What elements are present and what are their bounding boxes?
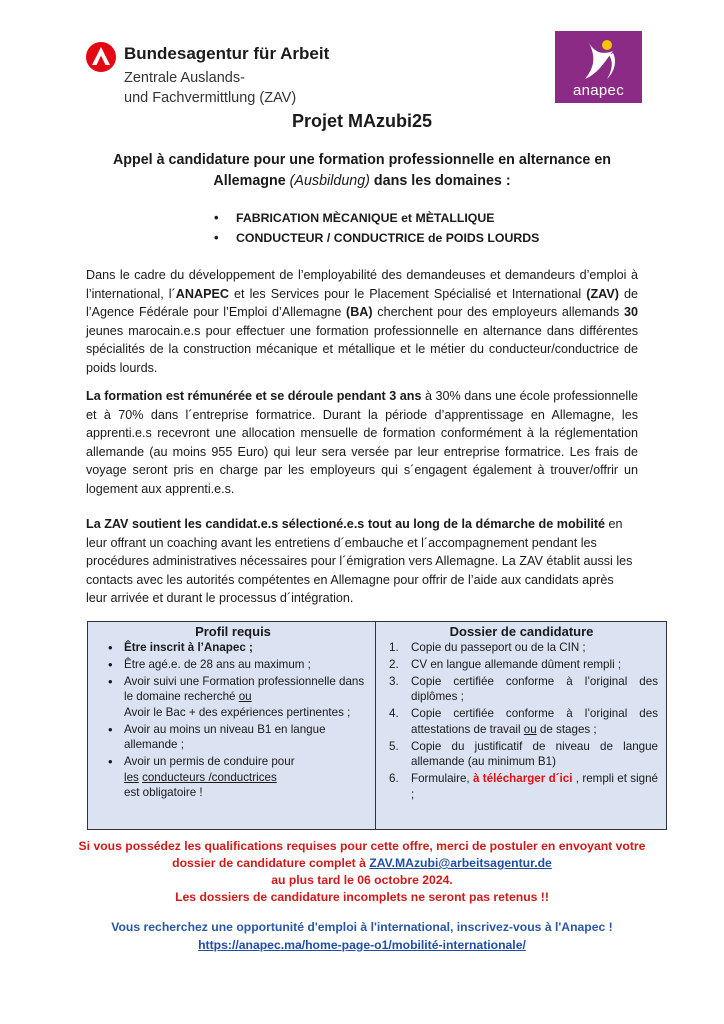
training-paragraph (86, 387, 638, 499)
profil-item-underlined: conducteurs /conductrices (142, 770, 277, 784)
page-title: Projet MAzubi25 (291, 111, 433, 131)
profil-item: • Avoir au moins un niveau B1 en langue allemande ; (98, 722, 368, 753)
domain-item: • FABRICATION MÈCANIQUE et MÈTALLIQUE (214, 208, 539, 228)
dossier-item-number: 1. (389, 641, 399, 654)
footer (0, 918, 724, 954)
p2-text: à 30% dans une école professionnelle et à 70% dans l´entreprise formatrice. Durant la période d’apprentissage en Allemagne, les apprenti.e.s recevront une allocation mensuelle de formation conformément à la réglementation allemande (au moins 955 Euro) qui leur sera versée par leur entreprise formatrice. Les frais de voyage seront pris en charge par les employeurs qui s´engagent également à trouver/offrir un logement aux apprenti.e.s. (86, 389, 638, 496)
dossier-item-number: 5. (389, 739, 399, 753)
ba-subtitle-2: und Fachvermittlung (ZAV) (124, 90, 297, 106)
dossier-item-text: Copie du passeport ou de la CIN ; (411, 641, 586, 654)
dossier-item-text: Formulaire, (411, 772, 473, 786)
apply-line1: Si vous possédez les qualifications requises pour cette offre, merci de postuler en envoyant votre (78, 839, 646, 853)
p1-text: et les Services pour le Placement Spécialisé et International (228, 286, 587, 301)
profil-item (98, 754, 368, 800)
table-divider (375, 622, 376, 829)
dossier-item-text: Copie certifiée conforme à l’original des diplômes ; (411, 675, 658, 704)
anapec-logo (555, 31, 642, 103)
heading-ausbildung: (Ausbildung) (289, 173, 370, 189)
profil-item-text: est obligatoire ! (124, 786, 203, 800)
dossier-item (385, 739, 658, 770)
ba-subtitle-1: Zentrale Auslands- (124, 70, 245, 86)
anapec-figure-icon (555, 33, 642, 85)
support-paragraph (86, 515, 638, 608)
heading-line2a: Allemagne (213, 173, 290, 189)
p1-text: cherchent pour des employeurs allemands (372, 305, 624, 320)
ba-title: Bundesagentur für Arbeit (124, 44, 330, 63)
dossier-item-number: 6. (389, 772, 399, 786)
dossier-item-text: CV en langue allemande dûment rempli ; (411, 658, 622, 671)
p1-text: jeunes marocain.e.s pour effectuer une formation professionnelle en alternance dans différentes spécialités de la construction mécanique et métallique et le métier du conducteur/conductrice de poids lourds. (86, 323, 638, 375)
dossier-item (385, 640, 658, 655)
domains-list (214, 208, 539, 248)
dossier-item-number: 2. (389, 658, 399, 671)
p1-text: Dans le cadre du développement de l’employabilité des demandeuses et demandeurs d’emploi à l’international, l´ (86, 268, 638, 301)
dossier-item (385, 771, 658, 802)
p1-count: 30 (623, 305, 638, 320)
anapec-logo-text: anapec (572, 82, 624, 99)
profil-item-text: Avoir un permis de conduire pour (124, 755, 295, 769)
download-form-link[interactable]: à télécharger d´ici (472, 772, 573, 786)
apply-line2 (0, 855, 724, 872)
heading-line1: Appel à candidature pour une formation professionnelle en alternance en (112, 152, 612, 168)
intro-paragraph (86, 266, 638, 378)
dossier-item-text: , rempli et signé ; (411, 772, 658, 801)
p1-text: de l’Agence Fédérale pour l’Emploi d’Allemagne (86, 286, 638, 320)
requirements-table (87, 621, 667, 830)
call-heading (90, 150, 634, 192)
dossier-column (385, 624, 658, 804)
dossier-item-text: Copie certifiée conforme à l’original des attestations de travail (411, 707, 658, 736)
profil-item: • Être agé.e. de 28 ans au maximum ; (98, 657, 368, 672)
apply-warning: Les dossiers de candidature incomplets ne seront pas retenus !! (175, 890, 549, 904)
dossier-item-text: de stages ; (536, 722, 597, 736)
profil-item-text: Avoir le Bac + des expériences pertinentes ; (124, 705, 351, 719)
profil-item-underlined: les (124, 770, 139, 784)
profil-item (98, 674, 368, 720)
dossier-item (385, 706, 658, 737)
p1-zav: (ZAV) (586, 286, 619, 301)
heading-line2b: dans les domaines : (369, 173, 511, 189)
p2-bold: La formation est rémunérée et se déroule pendant 3 ans (86, 389, 422, 403)
profil-title: Profil requis (195, 624, 271, 639)
footer-text: Vous recherchez une opportunité d'emploi à l'international, inscrivez-vous à l'Anapec ! (111, 920, 613, 934)
apply-deadline: au plus tard le 06 octobre 2024. (271, 873, 453, 887)
p1-anapec: ANAPEC (175, 286, 229, 301)
dossier-item (385, 674, 658, 705)
profil-item-ou: ou (238, 690, 252, 704)
p1-ba: (BA) (346, 305, 373, 320)
dossier-item-number: 3. (389, 675, 399, 688)
anapec-mobility-link[interactable]: https://anapec.ma/home-page-o1/mobilité-internationale/ (198, 938, 526, 952)
apply-instructions (0, 838, 724, 906)
dossier-item-ou: ou (523, 722, 537, 736)
profil-column (98, 624, 368, 802)
profil-item-text: Être inscrit à l’Anapec ; (124, 641, 253, 654)
dossier-item-text: Copie du justificatif de niveau de langue allemande (au minimum B1) (411, 739, 658, 769)
p3-bold: La ZAV soutient les candidat.e.s sélectioné.e.s tout au long de la démarche de mobilité (86, 517, 606, 531)
p3-text: en leur offrant un coaching avant les entretiens d´embauche et l´accompagnement pendant les procédures administratives nécessaires pour l´émigration vers Allemagne. La ZAV établit aussi les contacts avec les autorités compétentes en Allemagne pour offrir de l’aide aux candidats après leur arrivée et durant le processus d´intégration. (86, 517, 633, 606)
email-link[interactable]: ZAV.MAzubi@arbeitsagentur.de (369, 856, 552, 870)
dossier-item (385, 657, 658, 672)
profil-item-text: Avoir suivi une Formation professionnelle dans le domaine recherché (124, 675, 365, 704)
dossier-title: Dossier de candidature (449, 624, 594, 639)
dossier-item-number: 4. (389, 707, 399, 721)
apply-line2-text: dossier de candidature complet à (172, 856, 370, 870)
ba-logo-icon (86, 42, 116, 72)
domain-item: • CONDUCTEUR / CONDUCTRICE de POIDS LOURDS (214, 228, 539, 248)
profil-item (98, 640, 368, 655)
